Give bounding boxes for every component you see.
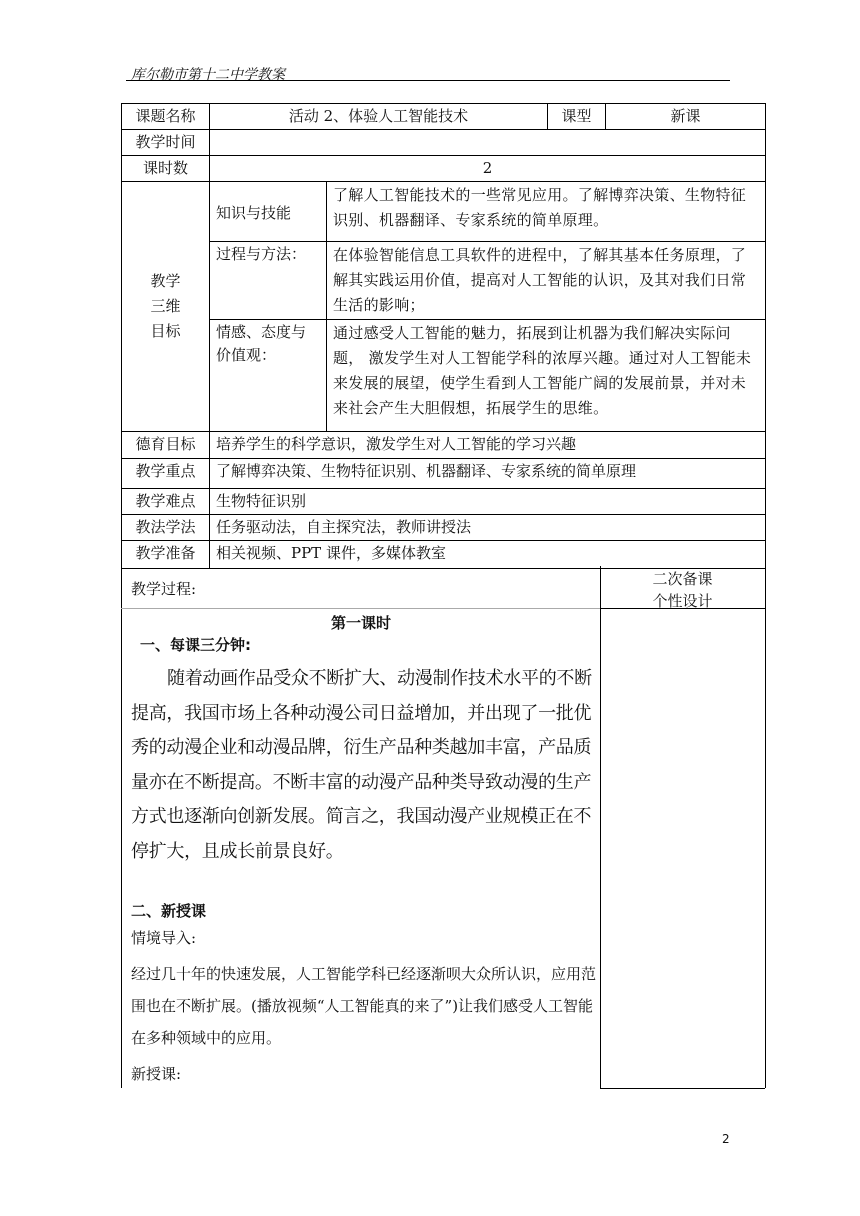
prep-text: 相关视频、PPT 课件，多媒体教室: [210, 541, 766, 569]
section1-title: 一、每课三分钟:: [140, 636, 251, 654]
notes-bottom-rule: [600, 1088, 765, 1089]
process-header-rule: [121, 608, 600, 609]
section2-title: 二、新授课: [131, 902, 207, 920]
key-text: 了解博弈决策、生物特征识别、机器翻译、专家系统的简单原理: [210, 459, 766, 489]
intro-label: 情境导入:: [131, 929, 197, 947]
time-value: [210, 130, 766, 156]
notes-heading-line1: 二次备课: [652, 570, 713, 588]
type-label: 课型: [548, 104, 606, 130]
emotion-label: 情感、态度与价值观：: [210, 320, 327, 432]
notes-column-divider: [600, 566, 601, 1088]
process-text: 在体验智能信息工具软件的进程中，了解其基本任务原理，了解其实践运用价值，提高对人工智能的认识，及其对我们日常生活的影响；: [327, 242, 766, 320]
process-label: 过程与方法：: [210, 242, 327, 320]
page-number: 2: [722, 1132, 730, 1146]
process-label: 教学过程:: [131, 580, 197, 598]
emotion-text: 通过感受人工智能的魅力，拓展到让机器为我们解决实际问题， 激发学生对人工智能学科的浓厚兴趣。通过对人工智能未来发展的展望，使学生看到人工智能广阔的发展前景，并对未来社会产生大胆假想，拓展学生的思维。: [327, 320, 766, 432]
process-right-border: [765, 566, 766, 1088]
moral-text: 培养学生的科学意识，激发学生对人工智能的学习兴趣: [210, 432, 766, 459]
type-value: 新课: [606, 104, 766, 130]
lesson-plan-table: [121, 103, 766, 569]
process-left-border: [121, 566, 122, 1088]
new-lesson-label: 新授课:: [131, 1065, 182, 1083]
difficulty-label: 教学难点: [122, 489, 210, 515]
topic-value: 活动 2、体验人工智能技术: [210, 104, 548, 130]
difficulty-text: 生物特征识别: [210, 489, 766, 515]
hours-label: 课时数: [122, 156, 210, 182]
prep-label: 教学准备: [122, 541, 210, 569]
notes-heading-line2: 个性设计: [652, 592, 713, 610]
time-label: 教学时间: [122, 130, 210, 156]
goals-label: 教学 三维 目标: [122, 182, 210, 432]
intro-paragraph: 经过几十年的快速发展，人工智能学科已经逐渐呗大众所认识，应用范围也在不断扩展。(播放视频“人工智能真的来了”)让我们感受人工智能在多种领域中的应用。: [131, 965, 597, 1047]
method-text: 任务驱动法，自主探究法，教师讲授法: [210, 515, 766, 541]
header-rule: [126, 80, 730, 81]
key-label: 教学重点: [122, 459, 210, 489]
knowledge-label: 知识与技能: [210, 182, 327, 242]
section1-paragraph: 随着动画作品受众不断扩大、动漫制作技术水平的不断提高，我国市场上各种动漫公司日益增加，并出现了一批优秀的动漫企业和动漫品牌，衍生产品种类越加丰富，产品质量亦在不断提高。不断丰富的动漫产品种类导致动漫的生产方式也逐渐向创新发展。简言之，我国动漫产业规模正在不停扩大，且成长前景良好。: [131, 668, 592, 862]
lesson-hour-title: 第一课时: [330, 614, 391, 632]
knowledge-text: 了解人工智能技术的一些常见应用。了解博弈决策、生物特征识别、机器翻译、专家系统的简单原理。: [327, 182, 766, 242]
school-header: 库尔勒市第十二中学教案: [131, 67, 285, 83]
topic-label: 课题名称: [122, 104, 210, 130]
hours-value: 2: [210, 156, 766, 182]
moral-label: 德育目标: [122, 432, 210, 459]
method-label: 教法学法: [122, 515, 210, 541]
